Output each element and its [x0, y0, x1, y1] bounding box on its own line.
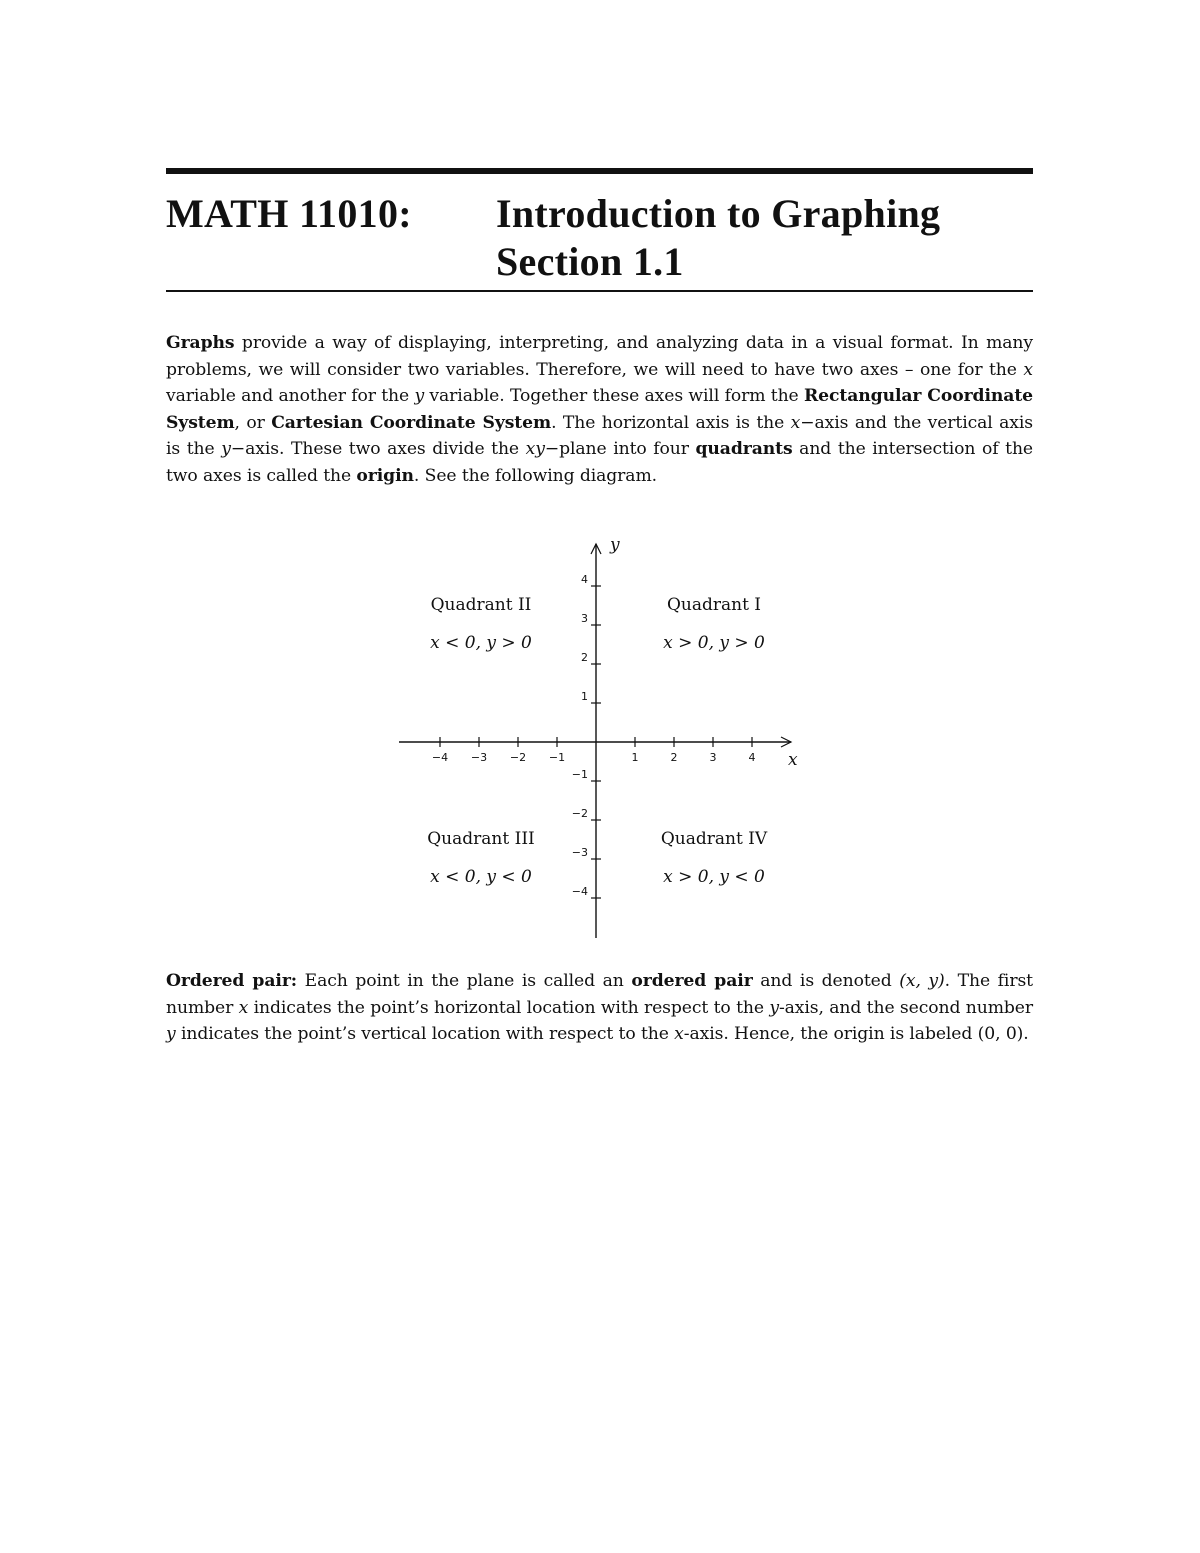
y-tick-label: 4 [581, 573, 588, 586]
y-tick-label: 1 [581, 690, 588, 703]
ordered-pair-notation: (x, y) [899, 971, 945, 991]
term-rectangular: Rectangular Coordinate System [166, 386, 1033, 433]
origin-pair: (0, 0) [977, 1024, 1024, 1044]
title-text: Introduction to Graphing [496, 191, 941, 236]
quadrant-4-condition: x > 0, y < 0 [663, 867, 765, 887]
y-tick-label: −1 [571, 768, 588, 781]
quadrant-3-name: Quadrant III [427, 829, 535, 849]
x-tick-label: −2 [509, 751, 527, 764]
term-ordered-pair: ordered pair [631, 971, 753, 991]
term-cartesian: Cartesian Coordinate System [271, 412, 552, 433]
x-axis-label: x [788, 750, 798, 770]
coordinate-plane-diagram [399, 530, 819, 950]
y-tick-label: 3 [581, 612, 588, 625]
ordered-pair-paragraph: Ordered pair: Each point in the plane is called an ordered pair and is denoted (x, y). The first number x indicates the point’s horizontal location with respect to the y-axis, and the second number y indicates the point’s vertical location with respect to the x-axis. Hence, the origin is labeled (0, 0). [166, 971, 1033, 1044]
intro-paragraph: Graphs provide a way of displaying, interpreting, and analyzing data in a visual format. In many problems, we will consider two variables. Therefore, we will need to have two axes – one for the x variable and another for the y variable. Together these axes will form the Rectangular Coordinate System, or Cartesian Coordinate System. The horizontal axis is the x−axis and the vertical axis is the y−axis. These two axes divide the xy−plane into four quadrants and the intersection of the two axes is called the origin. See the following diagram. [166, 333, 1033, 486]
quadrant-1-condition: x > 0, y > 0 [663, 633, 765, 653]
term-quadrants: quadrants [695, 439, 793, 459]
quadrant-2-condition: x < 0, y > 0 [430, 633, 532, 653]
section-label: Section 1.1 [496, 239, 684, 284]
y-tick-label: 2 [581, 651, 588, 664]
term-origin: origin [356, 465, 414, 486]
quadrant-labels [427, 595, 768, 887]
x-tick-label: −4 [431, 751, 449, 764]
quadrant-1-name: Quadrant I [666, 595, 762, 615]
term-ordered-pair-heading: Ordered pair: [166, 971, 298, 991]
y-tick-label: −4 [571, 885, 588, 898]
x-tick-label: 3 [709, 751, 717, 764]
y-tick-label: −3 [571, 846, 588, 859]
tick-marks [432, 573, 756, 898]
x-tick-label: 1 [631, 751, 639, 764]
document-page [166, 0, 1033, 1553]
x-tick-label: 2 [670, 751, 678, 764]
quadrant-3-condition: x < 0, y < 0 [430, 867, 532, 887]
y-tick-label: −2 [571, 807, 588, 820]
quadrant-4-name: Quadrant IV [660, 829, 768, 849]
x-tick-label: −1 [548, 751, 566, 764]
x-tick-label: 4 [748, 751, 756, 764]
quadrant-2-name: Quadrant II [430, 595, 532, 615]
y-axis-label: y [610, 535, 620, 555]
top-rule [166, 168, 1033, 174]
title-rule [166, 290, 1033, 292]
x-tick-label: −3 [470, 751, 488, 764]
course-code: MATH 11010: [166, 191, 412, 236]
term-graphs: Graphs [166, 333, 235, 353]
